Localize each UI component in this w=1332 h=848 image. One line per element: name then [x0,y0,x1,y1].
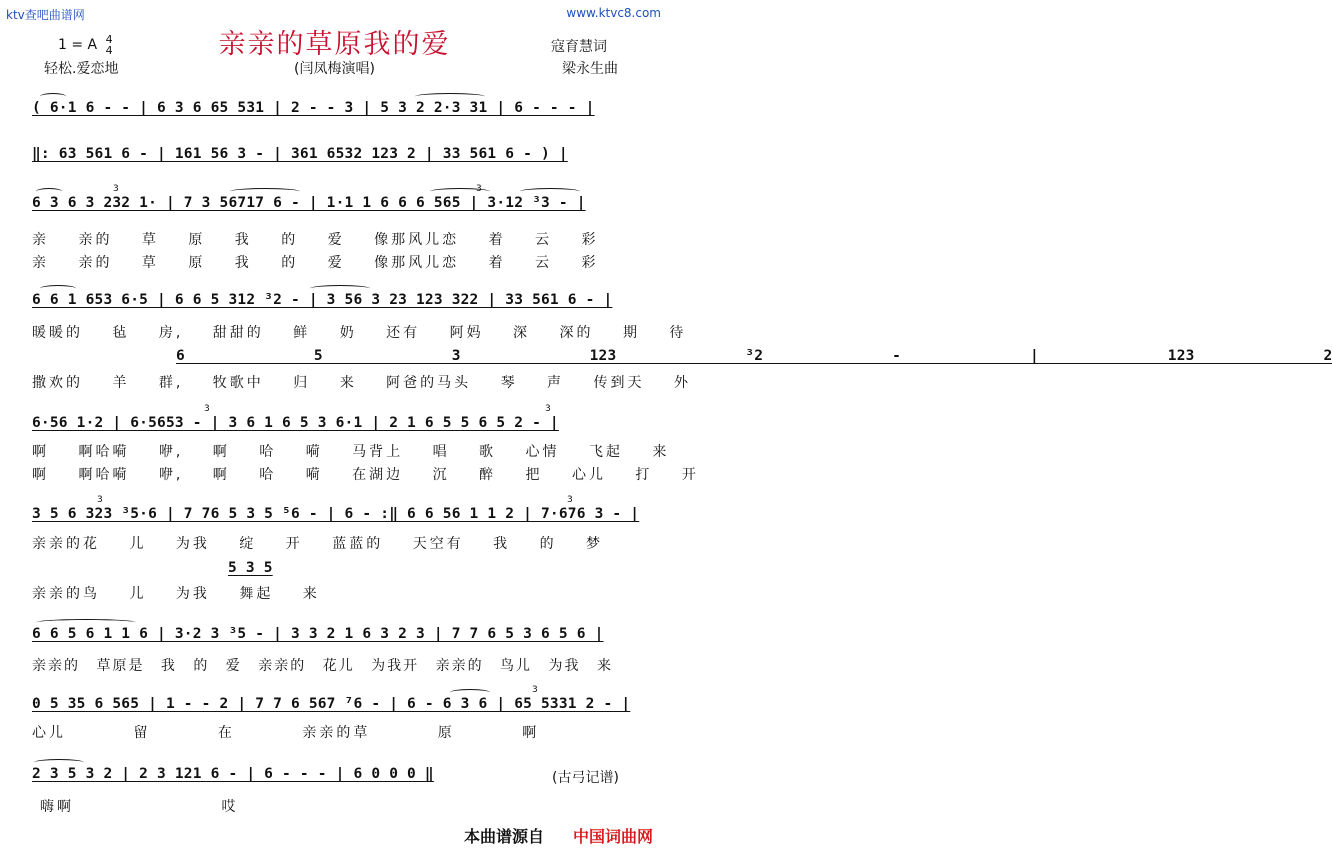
time-signature [106,34,113,56]
lyric-row-4b: 撒欢的 羊 群, 牧歌中 归 来 阿爸的马头 琴 声 传到天 外 [32,375,691,391]
triplet-mark: 3 [567,495,573,505]
score-row-8: 0 5 35 6 565 | 1 - - 2 | 7 7 6 567 ⁷6 - | 6 - 6 3 6 | 65 5331 2 - | [32,696,631,712]
score-row-7: 6 6 5 6 1 1 6 | 3·2 3 ³5 - | 3 3 2 1 6 3 2 3 | 7 7 6 5 3 6 5 6 | [32,626,604,642]
score-row-6b: 5 3 5 [228,560,273,576]
lyric-row-6b: 亲亲的鸟 儿 为我 舞起 来 [32,586,320,602]
score-row-5: 6·56 1·2 | 6·5653 - | 3 6 1 6 5 3 6·1 | 2 1 6 5 5 6 5 2 - | [32,415,559,431]
triplet-mark: 3 [476,184,482,194]
triplet-mark: 3 [532,685,538,695]
lyric-row-4a: 暖暖的 毡 房, 甜甜的 鲜 奶 还有 阿妈 深 深的 期 待 [32,325,687,341]
slur-mark [36,188,62,195]
source-site-logo: 中国词曲网 [573,827,654,846]
slur-mark [520,188,580,195]
score-row-4b: 6 5 3 123 ³2 - | 123 2 [176,348,1332,364]
tempo-marking: 轻松.爱恋地 [44,61,119,77]
meter-bottom: 4 [105,44,113,57]
score-row-2: ‖: 63 561 6 - | 161 56 3 - | 361 6532 123 2 | 33 561 6 - ) | [32,146,568,162]
key-label: 1 = A [58,37,98,53]
slur-mark [310,285,370,292]
lyricist-credit: 寇育慧词 [551,39,607,55]
lyric-row-5b: 啊 啊哈嗬 咿, 啊 哈 嗬 在湖边 沉 醉 把 心儿 打 开 [32,467,699,483]
key-signature [58,34,113,56]
score-row-6: 3 5 6 323 ³5·6 | 7 76 5 3 5 ⁵6 - | 6 - :‖ 6 6 56 1 1 2 | 7·676 3 - | [32,506,640,522]
slur-mark [415,93,485,100]
triplet-mark: 3 [113,184,119,194]
composer-credit: 梁永生曲 [562,61,618,77]
slur-mark [40,285,76,292]
source-prefix: 本曲谱源自 [464,827,545,846]
lyric-row-9: 嗨啊 哎 [40,799,239,815]
lyric-row-8: 心儿 留 在 亲亲的草 原 啊 [32,725,540,741]
slur-mark [36,619,136,626]
score-row-4: 6 6 1 653 6·5 | 6 6 5 312 ³2 - | 3 56 3 23 123 322 | 33 561 6 - | [32,292,613,308]
site-watermark-left: ktv查吧曲谱网 [6,8,85,22]
song-title: 亲亲的草原我的爱 [218,29,451,60]
lyric-row-3b: 亲 亲的 草 原 我 的 爱 像那风儿恋 着 云 彩 [32,255,599,271]
transcriber-credit: (古弓记谱) [552,770,619,786]
lyric-row-3a: 亲 亲的 草 原 我 的 爱 像那风儿恋 着 云 彩 [32,232,599,248]
score-row-9: 2 3 5 3 2 | 2 3 121 6 - | 6 - - - | 6 0 0 0 ‖ [32,766,434,782]
lyric-row-6a: 亲亲的花 儿 为我 绽 开 蓝蓝的 天空有 我 的 梦 [32,536,604,552]
triplet-mark: 3 [545,404,551,414]
site-watermark-right: www.ktvc8.com [566,6,661,20]
lyric-row-7: 亲亲的 草原是 我 的 爱 亲亲的 花儿 为我开 亲亲的 鸟儿 为我 来 [32,658,613,674]
slur-mark [230,188,300,195]
slur-mark [450,689,490,696]
triplet-mark: 3 [204,404,210,414]
singer-credit: (闫凤梅演唱) [294,61,375,77]
meter-top: 4 [105,33,113,46]
score-row-3: 6 3 6 3 232 1· | 7 3 56717 6 - | 1·1 1 6 6 6 565 | 3·12 ³3 - | [32,195,586,211]
triplet-mark: 3 [97,495,103,505]
slur-mark [40,93,66,100]
score-row-1: ( 6·1 6 - - | 6 3 6 65 531 | 2 - - 3 | 5 3 2 2·3 31 | 6 - - - | [32,100,595,116]
slur-mark [34,759,84,766]
lyric-row-5a: 啊 啊哈嗬 咿, 啊 哈 嗬 马背上 唱 歌 心情 飞起 来 [32,444,670,460]
